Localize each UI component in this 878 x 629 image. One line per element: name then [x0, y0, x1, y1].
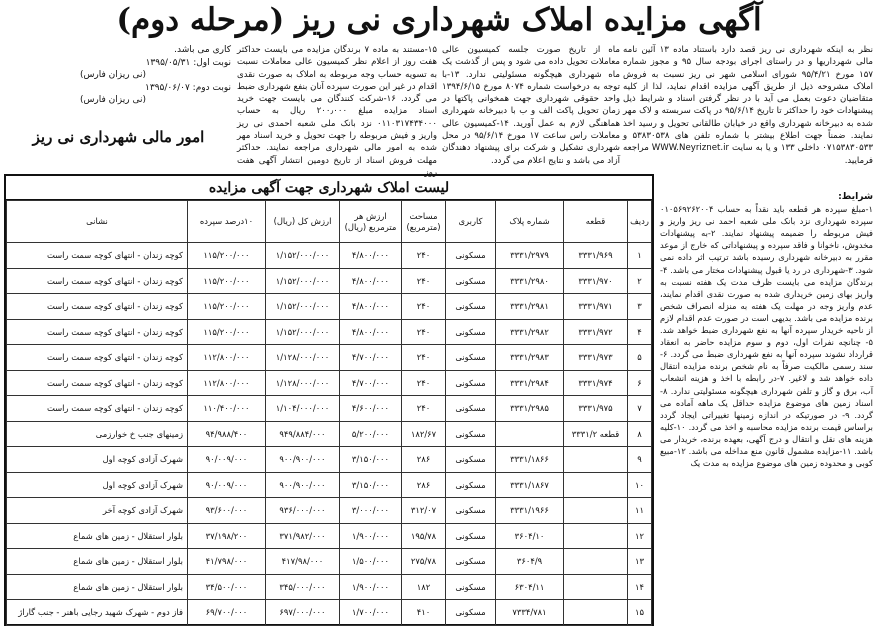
cell-area: ۲۴۰: [402, 294, 446, 320]
cell-address: کوچه زندان - انتهای کوچه سمت راست: [7, 243, 188, 269]
cell-price-per-sqm: ۳/۱۵۰/۰۰۰: [340, 472, 402, 498]
cell-plate-number: ۷۳۳۴/۷۸۱: [496, 600, 564, 626]
table-row: [7, 421, 652, 447]
second-publication-label: نوبت دوم:: [192, 82, 231, 93]
cell-price-per-sqm: ۴/۸۰۰/۰۰۰: [340, 268, 402, 294]
cell-plot: [564, 574, 628, 600]
cell-usage: مسکونی: [446, 472, 496, 498]
header-plot: قطعه: [564, 201, 628, 243]
cell-area: ۲۴۰: [402, 268, 446, 294]
cell-deposit: ۶۹/۷۰۰/۰۰۰: [188, 600, 266, 626]
cell-usage: مسکونی: [446, 498, 496, 524]
cell-row-number: ۴: [628, 319, 652, 345]
table-row: [7, 268, 652, 294]
cell-total-value: ۴۱۷/۹۸/۰۰۰: [266, 549, 340, 575]
publication-dates: [6, 44, 231, 107]
header-address: نشانی: [7, 201, 188, 243]
cell-total-value: ۹۴۹/۸۸۴/۰۰۰: [266, 421, 340, 447]
table-title: لیست املاک شهرداری جهت آگهی مزایده: [6, 176, 652, 200]
cell-area: ۲۴۰: [402, 243, 446, 269]
first-publication-date: ۱۳۹۵/۰۵/۳۱: [145, 57, 191, 68]
cell-total-value: ۹۰۰/۹۰۰/۰۰۰: [266, 447, 340, 473]
cell-address: بلوار استقلال - زمین های شماع: [7, 549, 188, 575]
cell-plot: ۳۳۳۱/۹۷۴: [564, 370, 628, 396]
cell-row-number: ۱۳: [628, 549, 652, 575]
cell-usage: مسکونی: [446, 600, 496, 626]
cell-row-number: ۳: [628, 294, 652, 320]
cell-plate-number: ۶۳۰۴/۱۱: [496, 574, 564, 600]
table-row: [7, 574, 652, 600]
cell-area: ۲۴۰: [402, 396, 446, 422]
cell-deposit: ۱۱۵/۲۰۰/۰۰۰: [188, 294, 266, 320]
cell-total-value: ۹۰۰/۹۰۰/۰۰۰: [266, 472, 340, 498]
cell-plot: [564, 600, 628, 626]
cell-plate-number: ۳۳۳۱/۲۹۸۲: [496, 319, 564, 345]
cell-total-value: ۱/۱۵۲/۰۰۰/۰۰۰: [266, 319, 340, 345]
cell-total-value: ۶۹۷/۰۰۰/۰۰۰: [266, 600, 340, 626]
cell-plot: ۳۳۳۱/۹۷۳: [564, 345, 628, 371]
property-table: [6, 200, 652, 626]
cell-deposit: ۱۱۲/۸۰۰/۰۰۰: [188, 345, 266, 371]
cell-area: ۲۸۶: [402, 447, 446, 473]
table-row: [7, 243, 652, 269]
cell-address: زمینهای جنب خ خوارزمی: [7, 421, 188, 447]
cell-plate-number: ۳۳۳۱/۲۹۸۳: [496, 345, 564, 371]
second-publication-date: ۱۳۹۵/۰۶/۰۷: [145, 82, 190, 93]
cell-plot: ۳۳۳۱/۹۶۹: [564, 243, 628, 269]
cell-plate-number: ۳۳۳۱/۲۹۸۱: [496, 294, 564, 320]
cell-total-value: ۱/۱۵۲/۰۰۰/۰۰۰: [266, 294, 340, 320]
table-row: [7, 549, 652, 575]
cell-total-value: ۳۴۵/۰۰۰/۰۰۰: [266, 574, 340, 600]
cell-row-number: ۶: [628, 370, 652, 396]
header-total-value: ارزش کل (ریال): [266, 201, 340, 243]
cell-price-per-sqm: ۴/۷۰۰/۰۰۰: [340, 370, 402, 396]
cell-deposit: ۱۱۵/۲۰۰/۰۰۰: [188, 268, 266, 294]
cell-plot: ۳۳۳۱/۹۷۵: [564, 396, 628, 422]
cell-area: ۱۸۲/۶۷: [402, 421, 446, 447]
cell-price-per-sqm: ۴/۸۰۰/۰۰۰: [340, 319, 402, 345]
table-row: [7, 396, 652, 422]
ad-title: آگهی مزایده املاک شهرداری نی ریز (مرحله دوم): [116, 2, 762, 38]
cell-area: ۱۹۵/۷۸: [402, 523, 446, 549]
cell-deposit: ۱۱۲/۸۰۰/۰۰۰: [188, 370, 266, 396]
cell-address: کوچه زندان - انتهای کوچه سمت راست: [7, 396, 188, 422]
cell-plot: [564, 498, 628, 524]
cell-address: کوچه زندان - انتهای کوچه سمت راست: [7, 370, 188, 396]
col-d-text: کاری می باشد.: [174, 45, 231, 55]
cell-row-number: ۱۲: [628, 523, 652, 549]
cell-price-per-sqm: ۳/۱۵۰/۰۰۰: [340, 447, 402, 473]
cell-deposit: ۳۷/۱۹۸/۲۰۰: [188, 523, 266, 549]
table-row: [7, 600, 652, 626]
cell-plate-number: ۳۳۳۱/۲۹۷۹: [496, 243, 564, 269]
cell-address: بلوار استقلال - زمین های شماع: [7, 574, 188, 600]
cell-row-number: ۱۴: [628, 574, 652, 600]
cell-row-number: ۱: [628, 243, 652, 269]
cell-total-value: ۱/۱۵۲/۰۰۰/۰۰۰: [266, 268, 340, 294]
cell-plate-number: ۳۳۳۱/۲۹۸۵: [496, 396, 564, 422]
conditions-heading: شرایط:: [838, 191, 873, 202]
table-row: [7, 498, 652, 524]
cell-usage: مسکونی: [446, 574, 496, 600]
cell-deposit: ۳۴/۵۰۰/۰۰۰: [188, 574, 266, 600]
cell-plot: [564, 447, 628, 473]
header-deposit: ۱۰درصد سپرده: [188, 201, 266, 243]
cell-usage: مسکونی: [446, 268, 496, 294]
cell-deposit: ۱۱۰/۴۰۰/۰۰۰: [188, 396, 266, 422]
cell-price-per-sqm: ۴/۸۰۰/۰۰۰: [340, 294, 402, 320]
cell-plot: [564, 523, 628, 549]
cell-area: ۳۱۲/۰۷: [402, 498, 446, 524]
cell-row-number: ۵: [628, 345, 652, 371]
cell-address: کوچه زندان - انتهای کوچه سمت راست: [7, 319, 188, 345]
cell-price-per-sqm: ۱/۹۰۰/۰۰۰: [340, 574, 402, 600]
cell-row-number: ۹: [628, 447, 652, 473]
cell-deposit: ۹۴/۹۸۸/۴۰۰: [188, 421, 266, 447]
second-publication: [6, 82, 231, 95]
table-row: [7, 319, 652, 345]
cell-usage: مسکونی: [446, 421, 496, 447]
cell-deposit: ۱۱۵/۲۰۰/۰۰۰: [188, 243, 266, 269]
cell-price-per-sqm: ۴/۸۰۰/۰۰۰: [340, 243, 402, 269]
cell-row-number: ۷: [628, 396, 652, 422]
cell-address: کوچه زندان - انتهای کوچه سمت راست: [7, 345, 188, 371]
cell-price-per-sqm: ۱/۵۰۰/۰۰۰: [340, 549, 402, 575]
cell-usage: مسکونی: [446, 523, 496, 549]
cell-usage: مسکونی: [446, 447, 496, 473]
cell-usage: مسکونی: [446, 396, 496, 422]
cell-plate-number: ۳۶۰۴/۹: [496, 549, 564, 575]
cell-address: شهرک آزادی کوچه اول: [7, 447, 188, 473]
cell-price-per-sqm: ۴/۶۰۰/۰۰۰: [340, 396, 402, 422]
cell-plate-number: ۳۳۳۱/۲۹۸۰: [496, 268, 564, 294]
cell-address: شهرک آزادی کوچه اول: [7, 472, 188, 498]
table-row: [7, 447, 652, 473]
cell-deposit: ۹۰/۰۰۹/۰۰۰: [188, 447, 266, 473]
cell-usage: مسکونی: [446, 319, 496, 345]
cell-deposit: ۹۰/۰۰۹/۰۰۰: [188, 472, 266, 498]
cell-price-per-sqm: ۵/۲۰۰/۰۰۰: [340, 421, 402, 447]
cell-plate-number: ۳۳۳۱/۱۹۶۶: [496, 498, 564, 524]
table-row: [7, 370, 652, 396]
cell-price-per-sqm: ۱/۷۰۰/۰۰۰: [340, 600, 402, 626]
first-publication-label: نوبت اول:: [193, 57, 231, 68]
cell-total-value: ۱/۱۰۴/۰۰۰/۰۰۰: [266, 396, 340, 422]
cell-row-number: ۱۱: [628, 498, 652, 524]
table-row: [7, 294, 652, 320]
cell-row-number: ۲: [628, 268, 652, 294]
header-usage: کاربری: [446, 201, 496, 243]
cell-price-per-sqm: ۳/۰۰۰/۰۰۰: [340, 498, 402, 524]
cell-usage: مسکونی: [446, 294, 496, 320]
header-row-number: ردیف: [628, 201, 652, 243]
intro-paragraph-3: ۱۵-مستند به ماده ۷ برندگان مزایده می بایست حداکثر هفت روز از اعلام نظر کمیسیون عالی معاملات نسبت به تسویه حساب وجه مربوطه به املاک به صورت نقدی اقدام در غیر این صورت سپرده آنان بنفع شهرداری ضبط می گردد. ۱۶-شرکت کنندگان می بایست جهت خرید اسناد مزایده مبلغ ۲۰۰٫۰۰۰ ریال به حساب ۰۱۱۰۳۱۷۴۳۴۰۰۰ نزد بانک ملی شعبه احمدی نی ریز واریز و فیش مربوطه را جهت تحویل و خرید اسناد مهر شده به امور مالی شهرداری مراجعه نمایند. حداکثر مهلت فروش اسناد از تاریخ دومین انتشار آگهی هفت روز: [237, 45, 438, 178]
cell-plot: قطعه ۳۳۳۱/۲: [564, 421, 628, 447]
signature: امور مالی شهرداری نی ریز: [32, 128, 205, 146]
cell-area: ۲۴۰: [402, 345, 446, 371]
cell-address: کوچه زندان - انتهای کوچه سمت راست: [7, 294, 188, 320]
header-plate-number: شماره پلاک: [496, 201, 564, 243]
cell-plot: ۳۳۳۱/۹۷۰: [564, 268, 628, 294]
cell-price-per-sqm: ۱/۹۰۰/۰۰۰: [340, 523, 402, 549]
cell-plot: ۳۳۳۱/۹۷۱: [564, 294, 628, 320]
cell-total-value: ۱/۱۵۲/۰۰۰/۰۰۰: [266, 243, 340, 269]
cell-plot: [564, 549, 628, 575]
first-publication-paper: (نی ریزان فارس): [79, 70, 146, 80]
cell-address: فاز دوم - شهرک شهید رجایی باهنر - جنب گاراژ: [7, 600, 188, 626]
cell-total-value: ۳۷۱/۹۸۲/۰۰۰: [266, 523, 340, 549]
cell-total-value: ۱/۱۲۸/۰۰۰/۰۰۰: [266, 370, 340, 396]
cell-area: ۲۴۰: [402, 319, 446, 345]
cell-area: ۱۸۲: [402, 574, 446, 600]
table-row: [7, 523, 652, 549]
cell-total-value: ۱/۱۲۸/۰۰۰/۰۰۰: [266, 345, 340, 371]
intro-paragraph-2: ماه از تاریخ صورت جلسه کمیسیون عالی معاملات تحویل داده می شود و پس از گذشت یک ماه شهرداری هیچگونه مسئولیتی ندارد. ۱۳-با توجه به درخواست شماره ۸۰۷۴ مورخ ۱۳۹۴/۶/۱۵ واحد حقوقی شهرداری جهت همخوانی پاکتها در زمان تحویل پاکت الف و ب با دبیرخانه شهرداری هماهنگی لازم به عمل آورید. ۱۴-کمیسیون عالی معاملات راس ساعت ۱۷ مورخ ۹۵/۶/۱۴ در محل شهرداری تشکیل و شرکت برای پیشنهاد دهندگان آزاد می باشد و نتایج اعلام می گردد.: [442, 45, 621, 166]
cell-address: کوچه زندان - انتهای کوچه سمت راست: [7, 268, 188, 294]
cell-deposit: ۹۳/۶۰۰/۰۰۰: [188, 498, 266, 524]
header-area: مساحت (مترمربع): [402, 201, 446, 243]
cell-area: ۲۷۵/۷۸: [402, 549, 446, 575]
cell-area: ۲۴۰: [402, 370, 446, 396]
header-price-per-sqm: ارزش هر مترمربع (ریال): [340, 201, 402, 243]
cell-plot: ۳۳۳۱/۹۷۲: [564, 319, 628, 345]
table-header-row: [7, 201, 652, 243]
cell-price-per-sqm: ۴/۷۰۰/۰۰۰: [340, 345, 402, 371]
cell-address: شهرک آزادی کوچه آخر: [7, 498, 188, 524]
cell-row-number: ۸: [628, 421, 652, 447]
cell-usage: مسکونی: [446, 345, 496, 371]
cell-row-number: ۱۵: [628, 600, 652, 626]
cell-deposit: ۱۱۵/۲۰۰/۰۰۰: [188, 319, 266, 345]
cell-plate-number: [496, 421, 564, 447]
cell-deposit: ۴۱/۷۹۸/۰۰۰: [188, 549, 266, 575]
cell-plate-number: ۳۳۳۱/۲۹۸۴: [496, 370, 564, 396]
cell-usage: مسکونی: [446, 243, 496, 269]
cell-plot: [564, 472, 628, 498]
conditions: [660, 191, 873, 469]
cell-usage: مسکونی: [446, 549, 496, 575]
intro-paragraph-1: نظر به اینکه شهرداری نی ریز قصد دارد باستناد ماده ۱۳ آئین نامه مالی شهرداریها و در راستای اجرای بودجه سال ۹۵ و مجوز شماره ۱۵۷ مورخ ۹۵/۴/۲۱ شورای اسلامی شهر نی ریز نسبت به فروش املاک مشروحه ذیل از طریق آگهی مزایده اقدام نماید، لذا از کلیه متقاضیان دعوت بعمل می آید با در نظر گرفتن اسناد و شرایط ذیل پیشنهادات خود را حداکثر تا تاریخ ۹۵/۶/۱۴ در پاکت سربسته و لاک مهر شده به دبیرخانه شهرداری واقع در خیابان طالقانی تحویل و رسید اخذ نمایند. ضمناً جهت اطلاع بیشتر با شماره تلفن های ۵۳۸۳۰۵۳۸ و ۰۷۱۵۳۸۳۰۵۳۳ داخلی ۱۳۳ و یا به سایت WWW.Neyriznet.ir مراجعه فرمایید.: [623, 45, 873, 166]
cell-plate-number: ۳۳۳۱/۱۸۶۶: [496, 447, 564, 473]
cell-area: ۴۱۰: [402, 600, 446, 626]
cell-area: ۲۸۶: [402, 472, 446, 498]
cell-plate-number: ۳۶۰۴/۱۰: [496, 523, 564, 549]
cell-usage: مسکونی: [446, 370, 496, 396]
first-publication: [6, 57, 231, 70]
cell-total-value: ۹۳۶/۰۰۰/۰۰۰: [266, 498, 340, 524]
cell-row-number: ۱۰: [628, 472, 652, 498]
cell-address: بلوار استقلال - زمین های شماع: [7, 523, 188, 549]
table-row: [7, 472, 652, 498]
cell-plate-number: ۳۳۳۱/۱۸۶۷: [496, 472, 564, 498]
property-table-box: [4, 174, 654, 626]
table-row: [7, 345, 652, 371]
conditions-text: ۱-مبلغ سپرده هر قطعه باید نقداً به حساب ۰۱۰۵۶۹۲۶۲۰۰۴ سپرده شهرداری نزد بانک ملی شعبه احمد نی ریز واریز و فیش مربوطه را ضمیمه پیشنهاد نمایند. ۲-به پیشنهادات مخدوش، ناخوانا و فاقد سپرده و پیشنهاداتی که خارج از موعد مقرر به دبیرخانه شهرداری رسیده باشد ترتیب اثر داده نمی شود. ۳-شهرداری در رد یا قبول پیشنهادات مختار می باشد. ۴-برندگان مزایده می بایست ظرف مدت یک هفته نسبت به واریز بهای زمین خریداری شده به صورت نقدی اقدام نمایند، عدم واریز وجه در مهلت یک هفته به منزله انصراف شخص برنده مزایده می باشد. بدیهی است در صورت عدم اقدام لازم از ناحیه خریدار سپرده آنها به نفع شهرداری ضبط خواهد شد. ۵- چنانچه نفرات اول، دوم و سوم مزایده حاضر به انعقاد قرارداد نشوند سپرده آنها به نفع شهرداری ضبط می گردد. ۶-سند رسمی مالکیت صرفاً به نام شخص برنده مزایده انتقال داده خواهد شد و لاغیر. ۷-در رابطه با اخذ و هزینه انشعاب آب، برق و گاز و تلفن شهرداری هیچگونه مسئولیتی ندارد. ۸-اسناد زمین های موضوع مزایده حداقل یک ماهه آماده می گردد. ۹- در صورتیکه در اندازه زمینها تغییراتی ایجاد گردد براساس قیمت برنده مزایده محاسبه و اخذ می گردد. ۱۰-کلیه هزینه های نقل و انتقال و درج آگهی، بعهده برنده، خریدار می باشد. ۱۱-مزایده مشمول قانون منع مداخله می باشد. ۱۲-مبیع کوبی و محدوده زمین های موضوع مزایده به مدت یک: [660, 204, 874, 469]
second-publication-paper: (نی ریزان فارس): [79, 95, 146, 105]
